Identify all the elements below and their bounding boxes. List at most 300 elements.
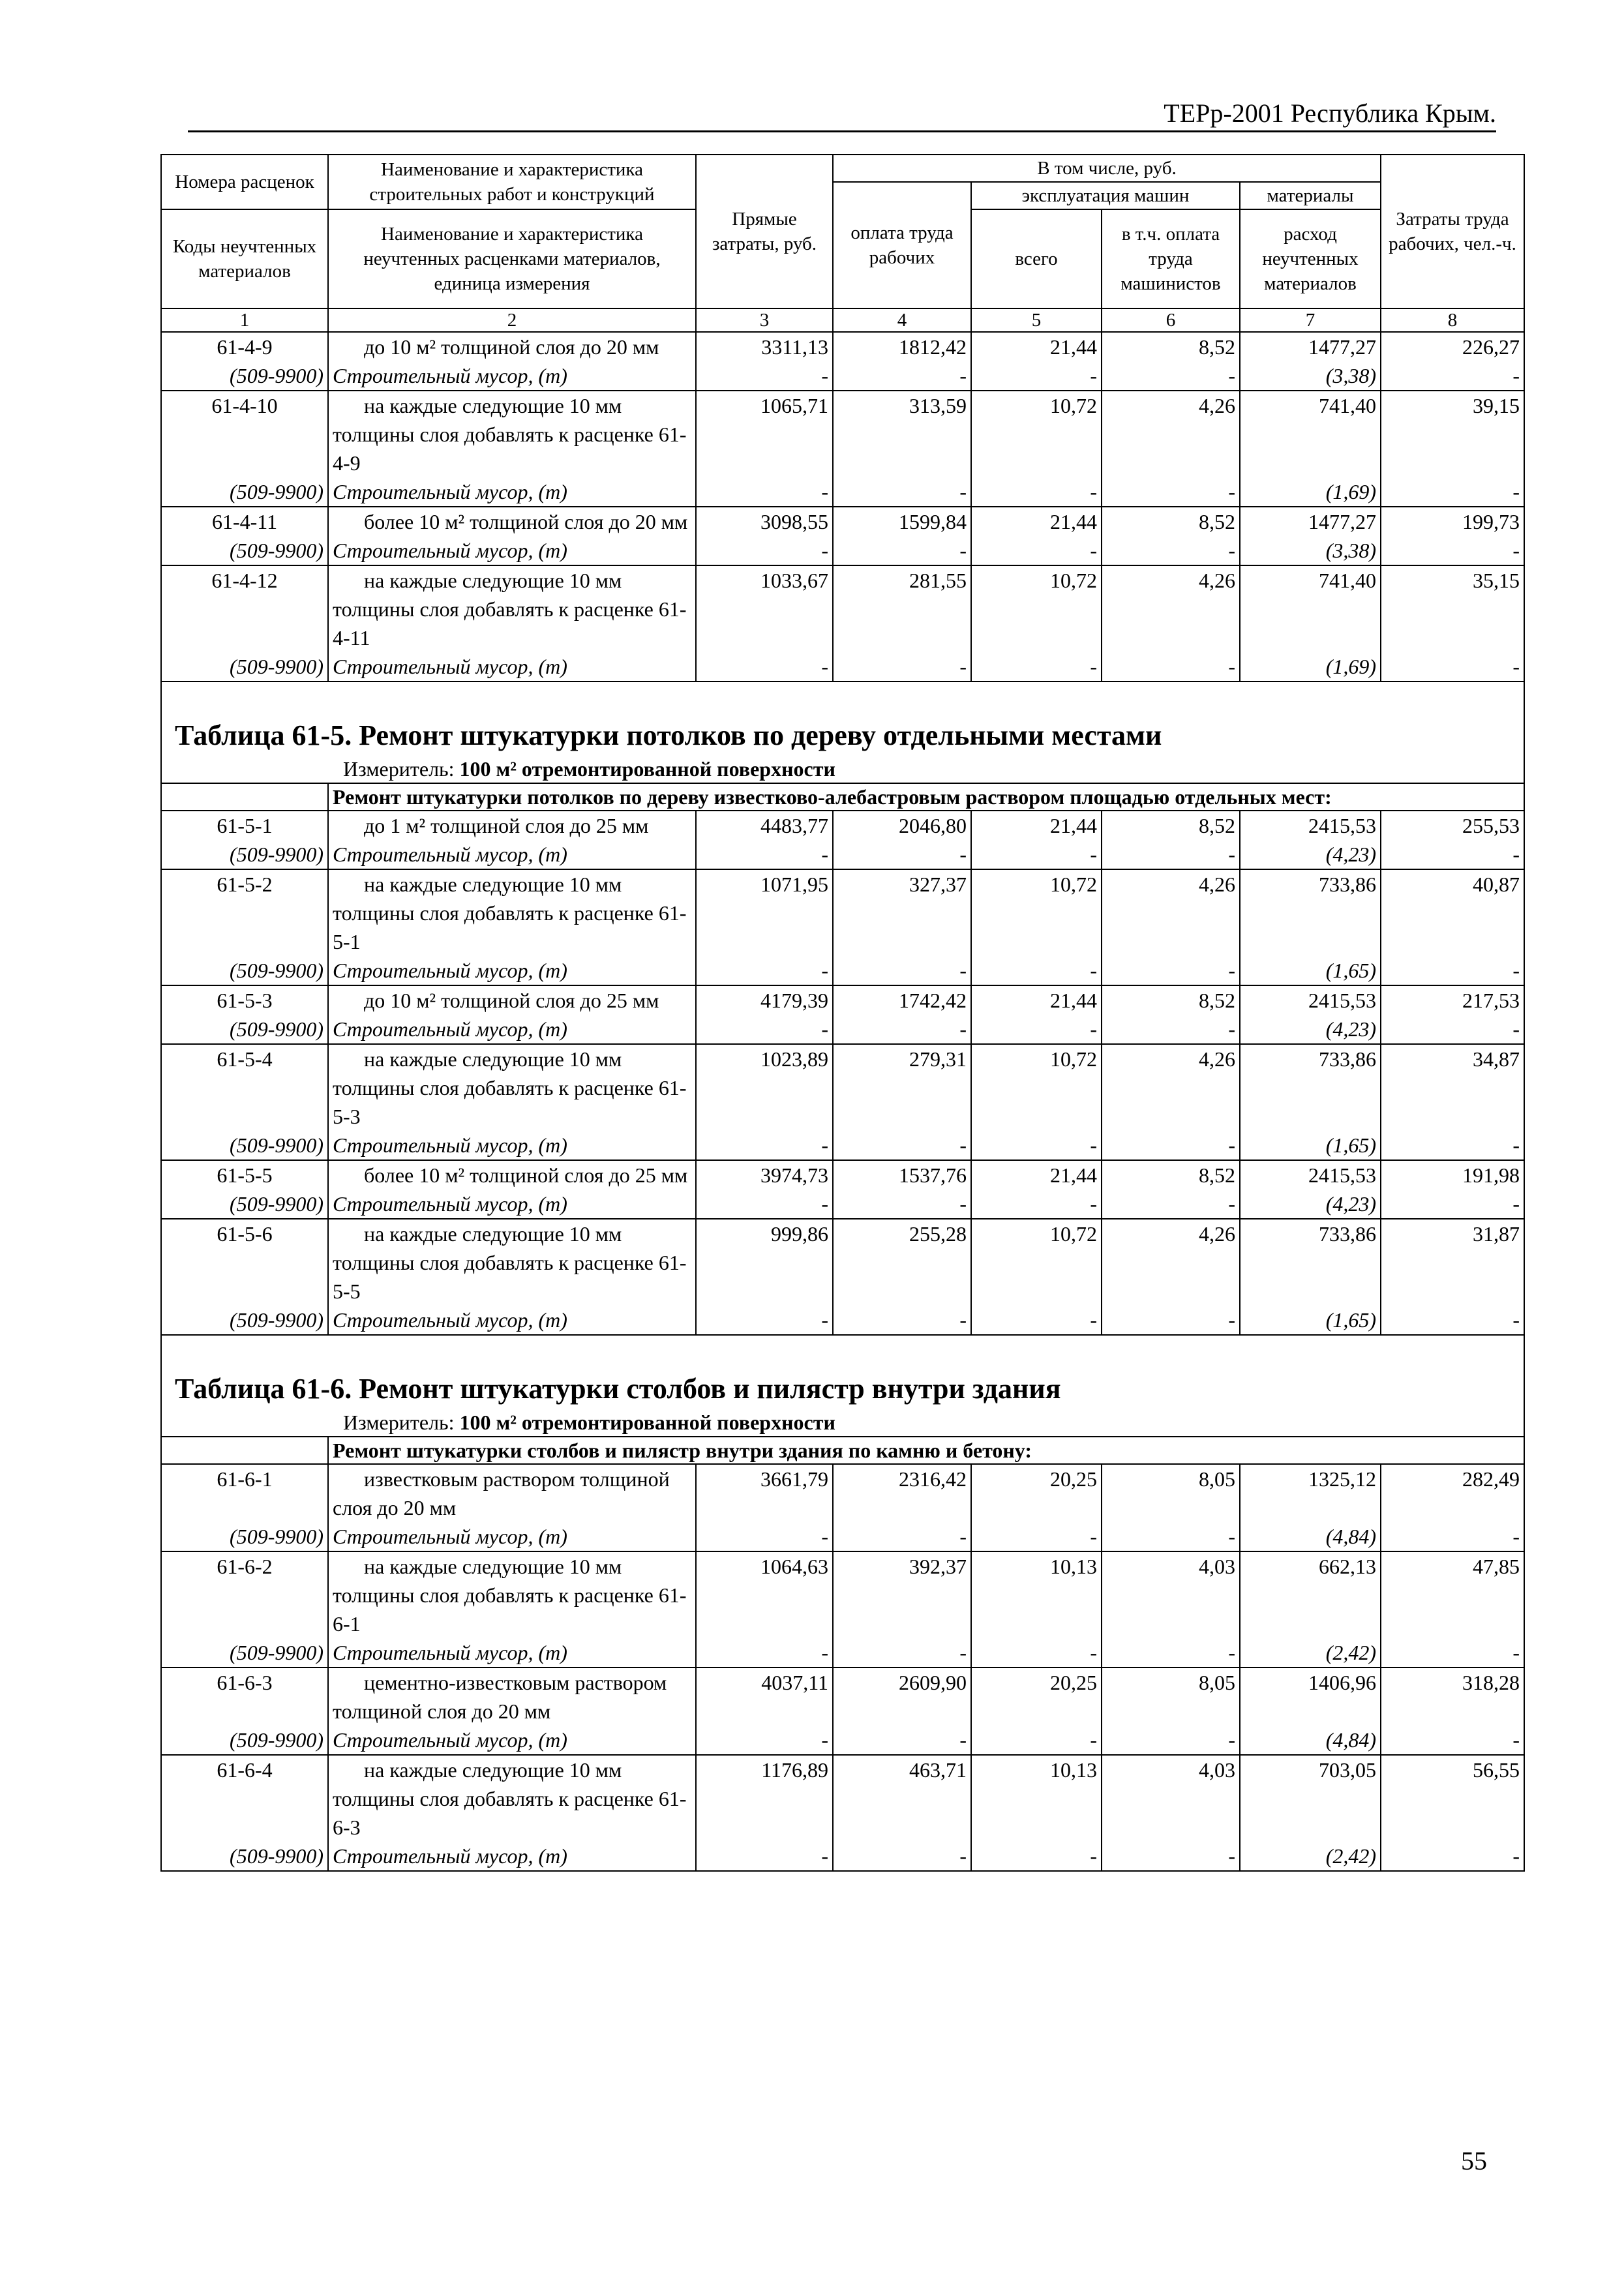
dash-cell: - (971, 652, 1102, 681)
dash-cell: - (833, 1638, 971, 1668)
material-qty: (1,65) (1240, 956, 1381, 985)
material-row (161, 1522, 1524, 1551)
rate-labor: 31,87 (1381, 1219, 1524, 1306)
col-index: 2 (328, 308, 696, 332)
rate-mach: 10,13 (971, 1755, 1102, 1842)
dash-cell: - (696, 1522, 833, 1551)
rate-pay: 1599,84 (833, 507, 971, 536)
measure-value: 100 м² отремонтированной поверхности (459, 1411, 835, 1434)
subheader-spacer (161, 783, 328, 811)
rate-code: 61-6-4 (161, 1755, 328, 1842)
dash-cell: - (971, 477, 1102, 507)
rate-mat: 733,86 (1240, 869, 1381, 956)
dash-cell: - (833, 652, 971, 681)
rate-mpay: 4,03 (1102, 1551, 1240, 1638)
rate-mach: 10,72 (971, 391, 1102, 477)
rate-name-text: на каждые следующие 10 мм толщины слоя добавлять к расценке 61-6-1 (333, 1555, 687, 1636)
rate-pay: 255,28 (833, 1219, 971, 1306)
rate-mat: 741,40 (1240, 391, 1381, 477)
dash-cell: - (971, 1522, 1102, 1551)
rate-pay: 327,37 (833, 869, 971, 956)
rate-pay: 313,59 (833, 391, 971, 477)
rate-labor: 318,28 (1381, 1668, 1524, 1726)
col-header-name: Наименование и характеристика строительных работ и конструкций (328, 155, 696, 209)
col-index: 5 (971, 308, 1102, 332)
rate-code: 61-5-2 (161, 869, 328, 956)
col-index: 4 (833, 308, 971, 332)
material-code: (509-9900) (161, 1189, 328, 1219)
dash-cell: - (696, 840, 833, 869)
rate-mpay: 8,05 (1102, 1668, 1240, 1726)
rate-name (328, 1755, 696, 1842)
rate-direct: 3311,13 (696, 332, 833, 361)
rate-name (328, 1219, 696, 1306)
rate-direct: 4483,77 (696, 811, 833, 840)
rate-mach: 10,72 (971, 869, 1102, 956)
rate-labor: 282,49 (1381, 1464, 1524, 1522)
rate-mpay: 4,26 (1102, 869, 1240, 956)
rate-pay: 2046,80 (833, 811, 971, 840)
material-code: (509-9900) (161, 477, 328, 507)
material-row (161, 1015, 1524, 1044)
dash-cell: - (1102, 536, 1240, 565)
rate-mach: 10,72 (971, 565, 1102, 652)
dash-cell: - (1102, 1189, 1240, 1219)
rate-mat: 733,86 (1240, 1044, 1381, 1131)
dash-cell: - (833, 1726, 971, 1755)
rate-name (328, 811, 696, 840)
rate-row (161, 1551, 1524, 1638)
rate-name (328, 869, 696, 956)
rate-labor: 199,73 (1381, 507, 1524, 536)
rate-mpay: 4,26 (1102, 1219, 1240, 1306)
rate-mach: 20,25 (971, 1464, 1102, 1522)
dash-cell: - (1102, 1638, 1240, 1668)
dash-cell: - (1381, 1189, 1524, 1219)
dash-cell: - (696, 1131, 833, 1160)
dash-cell: - (1102, 1842, 1240, 1871)
rate-mpay: 8,52 (1102, 332, 1240, 361)
material-qty: (2,42) (1240, 1842, 1381, 1871)
col-header-labor: Затраты труда рабочих, чел.-ч. (1381, 155, 1524, 308)
material-row (161, 1131, 1524, 1160)
rate-name (328, 332, 696, 361)
rate-mat: 1477,27 (1240, 507, 1381, 536)
table-title: Таблица 61-6. Ремонт штукатурки столбов и пилястр внутри здания (161, 1364, 1524, 1409)
rate-name-text: на каждые следующие 10 мм толщины слоя добавлять к расценке 61-4-11 (333, 569, 687, 650)
material-code: (509-9900) (161, 652, 328, 681)
measure-value: 100 м² отремонтированной поверхности (459, 757, 835, 781)
material-name: Строительный мусор, (т) (328, 1726, 696, 1755)
rate-row (161, 1668, 1524, 1726)
rate-labor: 217,53 (1381, 985, 1524, 1015)
dash-cell: - (1102, 1306, 1240, 1335)
rate-mat: 662,13 (1240, 1551, 1381, 1638)
material-name: Строительный мусор, (т) (328, 477, 696, 507)
col-index: 6 (1102, 308, 1240, 332)
rate-direct: 1064,63 (696, 1551, 833, 1638)
rate-mat: 1325,12 (1240, 1464, 1381, 1522)
dash-cell: - (833, 477, 971, 507)
rate-labor: 35,15 (1381, 565, 1524, 652)
rate-name-text: на каждые следующие 10 мм толщины слоя добавлять к расценке 61-5-1 (333, 873, 687, 953)
dash-cell: - (971, 1189, 1102, 1219)
material-code: (509-9900) (161, 1638, 328, 1668)
rate-pay: 1537,76 (833, 1160, 971, 1189)
col-header-material-codes: Коды неучтенных материалов (161, 209, 328, 308)
rate-name-text: до 1 м² толщиной слоя до 25 мм (364, 814, 649, 837)
subheader: Ремонт штукатурки потолков по дереву известково-алебастровым раствором площадью отдельных мест: (328, 783, 1524, 811)
dash-cell: - (971, 1131, 1102, 1160)
rate-mat: 741,40 (1240, 565, 1381, 652)
rate-code: 61-4-12 (161, 565, 328, 652)
dash-cell: - (1381, 1842, 1524, 1871)
rate-row (161, 1160, 1524, 1189)
rate-code: 61-4-9 (161, 332, 328, 361)
rate-name (328, 985, 696, 1015)
col-header-material-name: Наименование и характеристика неучтенных расценками материалов, единица измерения (328, 209, 696, 308)
material-qty: (3,38) (1240, 536, 1381, 565)
rate-labor: 39,15 (1381, 391, 1524, 477)
dash-cell: - (1102, 652, 1240, 681)
rate-direct: 1065,71 (696, 391, 833, 477)
rate-name-text: на каждые следующие 10 мм толщины слоя добавлять к расценке 61-4-9 (333, 394, 687, 475)
rate-mach: 21,44 (971, 507, 1102, 536)
rate-direct: 3974,73 (696, 1160, 833, 1189)
rate-name-text: более 10 м² толщиной слоя до 20 мм (364, 510, 688, 533)
rate-code: 61-4-11 (161, 507, 328, 536)
section-gap (161, 681, 1524, 711)
material-qty: (4,84) (1240, 1726, 1381, 1755)
subheader-row (161, 783, 1524, 811)
col-header-unaccounted: расход неучтенных материалов (1240, 209, 1381, 308)
measure-row (161, 755, 1524, 783)
material-code: (509-9900) (161, 840, 328, 869)
material-row (161, 1726, 1524, 1755)
dash-cell: - (833, 1842, 971, 1871)
dash-cell: - (1102, 840, 1240, 869)
rate-pay: 1812,42 (833, 332, 971, 361)
measure-label: Измеритель: (343, 1411, 455, 1434)
rate-code: 61-6-3 (161, 1668, 328, 1726)
dash-cell: - (971, 361, 1102, 391)
material-qty: (4,23) (1240, 1189, 1381, 1219)
material-qty: (4,23) (1240, 1015, 1381, 1044)
rate-name (328, 1044, 696, 1131)
rate-mpay: 8,05 (1102, 1464, 1240, 1522)
material-row (161, 536, 1524, 565)
material-name: Строительный мусор, (т) (328, 652, 696, 681)
dash-cell: - (833, 1306, 971, 1335)
material-qty: (3,38) (1240, 361, 1381, 391)
measure-label: Измеритель: (343, 757, 455, 781)
rate-mat: 703,05 (1240, 1755, 1381, 1842)
measure-row (161, 1409, 1524, 1437)
dash-cell: - (971, 956, 1102, 985)
dash-cell: - (1381, 1726, 1524, 1755)
rate-direct: 1033,67 (696, 565, 833, 652)
material-name: Строительный мусор, (т) (328, 840, 696, 869)
rate-mach: 20,25 (971, 1668, 1102, 1726)
subheader-spacer (161, 1437, 328, 1464)
rate-labor: 226,27 (1381, 332, 1524, 361)
dash-cell: - (1381, 477, 1524, 507)
material-name: Строительный мусор, (т) (328, 1015, 696, 1044)
rate-code: 61-5-4 (161, 1044, 328, 1131)
rate-code: 61-5-5 (161, 1160, 328, 1189)
rate-name (328, 1160, 696, 1189)
rate-pay: 281,55 (833, 565, 971, 652)
rate-name (328, 391, 696, 477)
material-code: (509-9900) (161, 956, 328, 985)
material-name: Строительный мусор, (т) (328, 1638, 696, 1668)
rate-row (161, 1464, 1524, 1522)
rate-direct: 3661,79 (696, 1464, 833, 1522)
dash-cell: - (1381, 1306, 1524, 1335)
dash-cell: - (696, 361, 833, 391)
dash-cell: - (833, 1522, 971, 1551)
rate-pay: 279,31 (833, 1044, 971, 1131)
price-table (160, 154, 1525, 1872)
material-row (161, 652, 1524, 681)
rate-row (161, 391, 1524, 477)
rate-code: 61-5-6 (161, 1219, 328, 1306)
material-code: (509-9900) (161, 1306, 328, 1335)
rate-name (328, 1668, 696, 1726)
dash-cell: - (1381, 1638, 1524, 1668)
rate-labor: 255,53 (1381, 811, 1524, 840)
rate-name-text: на каждые следующие 10 мм толщины слоя добавлять к расценке 61-5-5 (333, 1222, 687, 1303)
measure-cell (161, 1409, 1524, 1437)
rate-mach: 10,72 (971, 1219, 1102, 1306)
rate-mach: 21,44 (971, 1160, 1102, 1189)
rate-name-text: более 10 м² толщиной слоя до 25 мм (364, 1163, 688, 1187)
rate-code: 61-5-1 (161, 811, 328, 840)
material-qty: (1,69) (1240, 477, 1381, 507)
rate-direct: 1023,89 (696, 1044, 833, 1131)
rate-row (161, 565, 1524, 652)
rate-name (328, 565, 696, 652)
rate-row (161, 507, 1524, 536)
material-name: Строительный мусор, (т) (328, 956, 696, 985)
dash-cell: - (696, 956, 833, 985)
rate-direct: 4179,39 (696, 985, 833, 1015)
dash-cell: - (1381, 840, 1524, 869)
rate-mach: 10,13 (971, 1551, 1102, 1638)
dash-cell: - (696, 1015, 833, 1044)
col-header-drivers-pay: в т.ч. оплата труда машинистов (1102, 209, 1240, 308)
dash-cell: - (1381, 1131, 1524, 1160)
dash-cell: - (971, 840, 1102, 869)
col-index: 8 (1381, 308, 1524, 332)
rate-pay: 392,37 (833, 1551, 971, 1638)
rate-pay: 2316,42 (833, 1464, 971, 1522)
dash-cell: - (1102, 1015, 1240, 1044)
rate-mpay: 8,52 (1102, 811, 1240, 840)
col-index: 3 (696, 308, 833, 332)
material-row (161, 477, 1524, 507)
material-name: Строительный мусор, (т) (328, 1306, 696, 1335)
dash-cell: - (1102, 956, 1240, 985)
rate-row (161, 1755, 1524, 1842)
rate-name (328, 1551, 696, 1638)
rate-name-text: на каждые следующие 10 мм толщины слоя добавлять к расценке 61-5-3 (333, 1047, 687, 1128)
material-code: (509-9900) (161, 1131, 328, 1160)
subheader-row (161, 1437, 1524, 1464)
table-title-row (161, 711, 1524, 755)
rate-row (161, 811, 1524, 840)
material-name: Строительный мусор, (т) (328, 1131, 696, 1160)
dash-cell: - (971, 1842, 1102, 1871)
material-name: Строительный мусор, (т) (328, 361, 696, 391)
section-gap (161, 1335, 1524, 1364)
dash-cell: - (971, 1638, 1102, 1668)
dash-cell: - (696, 1726, 833, 1755)
rate-labor: 34,87 (1381, 1044, 1524, 1131)
dash-cell: - (833, 361, 971, 391)
material-row (161, 956, 1524, 985)
measure-cell (161, 755, 1524, 783)
rate-name-text: цементно-известковым раствором толщиной слоя до 20 мм (333, 1671, 667, 1723)
material-qty: (2,42) (1240, 1638, 1381, 1668)
dash-cell: - (1381, 652, 1524, 681)
col-index: 7 (1240, 308, 1381, 332)
rate-mach: 10,72 (971, 1044, 1102, 1131)
material-row (161, 1306, 1524, 1335)
dash-cell: - (833, 1189, 971, 1219)
dash-cell: - (1102, 1726, 1240, 1755)
section-gap-cell (161, 1335, 1524, 1364)
rate-row (161, 1044, 1524, 1131)
rate-mpay: 4,03 (1102, 1755, 1240, 1842)
rate-mpay: 4,26 (1102, 391, 1240, 477)
dash-cell: - (833, 956, 971, 985)
dash-cell: - (1102, 361, 1240, 391)
rate-row (161, 1219, 1524, 1306)
material-qty: (1,65) (1240, 1306, 1381, 1335)
rate-mach: 21,44 (971, 985, 1102, 1015)
rate-direct: 999,86 (696, 1219, 833, 1306)
rate-name-text: известковым раствором толщиной слоя до 20 мм (333, 1467, 670, 1519)
material-row (161, 1842, 1524, 1871)
rate-row (161, 332, 1524, 361)
rate-mach: 21,44 (971, 332, 1102, 361)
material-qty: (1,65) (1240, 1131, 1381, 1160)
material-code: (509-9900) (161, 1522, 328, 1551)
material-name: Строительный мусор, (т) (328, 1842, 696, 1871)
material-row (161, 361, 1524, 391)
material-qty: (1,69) (1240, 652, 1381, 681)
rate-mpay: 8,52 (1102, 985, 1240, 1015)
rate-direct: 3098,55 (696, 507, 833, 536)
rate-code: 61-6-1 (161, 1464, 328, 1522)
material-code: (509-9900) (161, 1842, 328, 1871)
dash-cell: - (971, 1015, 1102, 1044)
col-header-codes: Номера расценок (161, 155, 328, 209)
material-row (161, 1189, 1524, 1219)
section-gap-cell (161, 681, 1524, 711)
material-row (161, 840, 1524, 869)
dash-cell: - (1102, 1522, 1240, 1551)
header-divider (188, 130, 1496, 132)
rate-direct: 4037,11 (696, 1668, 833, 1726)
dash-cell: - (1102, 477, 1240, 507)
dash-cell: - (1381, 536, 1524, 565)
subheader: Ремонт штукатурки столбов и пилястр внутри здания по камню и бетону: (328, 1437, 1524, 1464)
rate-name (328, 507, 696, 536)
dash-cell: - (1381, 956, 1524, 985)
material-qty: (4,84) (1240, 1522, 1381, 1551)
rate-mpay: 4,26 (1102, 1044, 1240, 1131)
col-header-materials: материалы (1240, 182, 1381, 209)
table-title: Таблица 61-5. Ремонт штукатурки потолков по дереву отдельными местами (161, 711, 1524, 755)
rate-mpay: 8,52 (1102, 507, 1240, 536)
rate-pay: 2609,90 (833, 1668, 971, 1726)
dash-cell: - (696, 1189, 833, 1219)
rate-code: 61-6-2 (161, 1551, 328, 1638)
rate-name-text: до 10 м² толщиной слоя до 25 мм (364, 989, 659, 1012)
rate-labor: 40,87 (1381, 869, 1524, 956)
dash-cell: - (833, 840, 971, 869)
rate-code: 61-4-10 (161, 391, 328, 477)
col-header-direct: Прямые затраты, руб. (696, 155, 833, 308)
rate-mpay: 4,26 (1102, 565, 1240, 652)
rate-pay: 1742,42 (833, 985, 971, 1015)
rate-name (328, 1464, 696, 1522)
table-title-row (161, 1364, 1524, 1409)
rate-code: 61-5-3 (161, 985, 328, 1015)
rate-mpay: 8,52 (1102, 1160, 1240, 1189)
rate-labor: 47,85 (1381, 1551, 1524, 1638)
material-code: (509-9900) (161, 1015, 328, 1044)
rate-mat: 1477,27 (1240, 332, 1381, 361)
page-header-title: ТЕРр-2001 Республика Крым. (1164, 98, 1496, 128)
rate-mat: 2415,53 (1240, 985, 1381, 1015)
material-code: (509-9900) (161, 1726, 328, 1755)
material-qty: (4,23) (1240, 840, 1381, 869)
rate-direct: 1176,89 (696, 1755, 833, 1842)
rate-name-text: на каждые следующие 10 мм толщины слоя добавлять к расценке 61-6-3 (333, 1758, 687, 1839)
dash-cell: - (1381, 1522, 1524, 1551)
dash-cell: - (833, 1015, 971, 1044)
dash-cell: - (971, 536, 1102, 565)
dash-cell: - (1102, 1131, 1240, 1160)
rate-mat: 1406,96 (1240, 1668, 1381, 1726)
dash-cell: - (696, 477, 833, 507)
rate-mat: 2415,53 (1240, 811, 1381, 840)
material-code: (509-9900) (161, 361, 328, 391)
material-code: (509-9900) (161, 536, 328, 565)
page-number: 55 (1461, 2146, 1487, 2176)
col-header-including: В том числе, руб. (833, 155, 1381, 182)
rate-mach: 21,44 (971, 811, 1102, 840)
material-name: Строительный мусор, (т) (328, 1522, 696, 1551)
material-name: Строительный мусор, (т) (328, 536, 696, 565)
dash-cell: - (1381, 1015, 1524, 1044)
rate-direct: 1071,95 (696, 869, 833, 956)
col-header-machines-total: всего (971, 209, 1102, 308)
col-index: 1 (161, 308, 328, 332)
rate-row (161, 985, 1524, 1015)
material-name: Строительный мусор, (т) (328, 1189, 696, 1219)
col-header-machines: эксплуатация машин (971, 182, 1240, 209)
rate-pay: 463,71 (833, 1755, 971, 1842)
dash-cell: - (971, 1726, 1102, 1755)
dash-cell: - (696, 652, 833, 681)
dash-cell: - (696, 1638, 833, 1668)
rate-name-text: до 10 м² толщиной слоя до 20 мм (364, 335, 659, 359)
dash-cell: - (833, 536, 971, 565)
